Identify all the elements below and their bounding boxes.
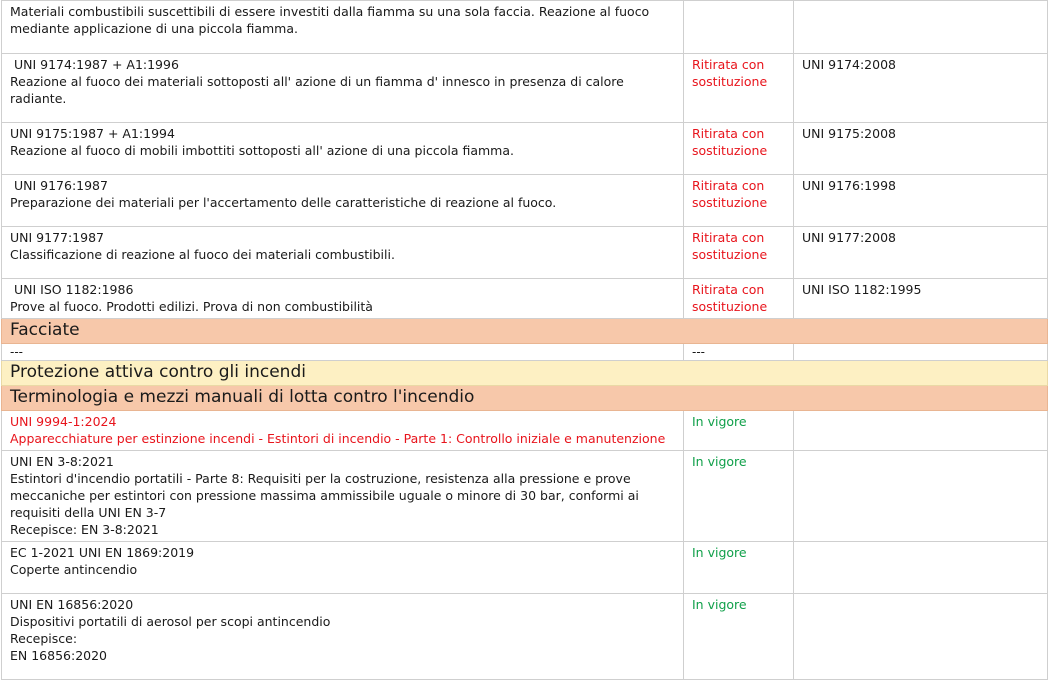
status-cell: Ritirata con sostituzione xyxy=(684,175,794,227)
status-cell: Ritirata con sostituzione xyxy=(684,227,794,279)
description-line: Prove al fuoco. Prodotti edilizi. Prova di non combustibilità xyxy=(10,299,373,314)
section-row xyxy=(2,361,1048,386)
description-line: Classificazione di reazione al fuoco dei materiali combustibili. xyxy=(10,247,395,262)
standard-code: UNI 9174:1987 + A1:1996 xyxy=(10,57,179,72)
standard-description-cell xyxy=(2,1,684,54)
replacement-cell: UNI 9176:1998 xyxy=(794,175,1048,227)
status-cell xyxy=(684,1,794,54)
replacement-cell: UNI 9175:2008 xyxy=(794,123,1048,175)
replacement-cell: UNI 9177:2008 xyxy=(794,227,1048,279)
description-line: Apparecchiature per estinzione incendi - Estintori di incendio - Parte 1: Controllo iniziale e manutenzione xyxy=(10,431,666,446)
section-heading-protezione: Protezione attiva contro gli incendi xyxy=(2,361,1048,386)
section-heading-facciate: Facciate xyxy=(2,319,1048,344)
standards-table xyxy=(1,0,1048,680)
replacement-cell xyxy=(794,542,1048,594)
table-row xyxy=(2,123,1048,175)
description-line: Dispositivi portatili di aerosol per scopi antincendio xyxy=(10,614,331,629)
status-cell: Ritirata con sostituzione xyxy=(684,279,794,319)
description-line: Reazione al fuoco di mobili imbottiti sottoposti all' azione di una piccola fiamma. xyxy=(10,143,514,158)
status-cell: Ritirata con sostituzione xyxy=(684,123,794,175)
section-row xyxy=(2,319,1048,344)
description-line: Preparazione dei materiali per l'accertamento delle caratteristiche di reazione al fuoco. xyxy=(10,195,557,210)
standard-code: UNI 9994-1:2024 xyxy=(10,414,117,429)
standard-description-cell xyxy=(2,175,684,227)
table-row xyxy=(2,451,1048,542)
placeholder-cell xyxy=(794,344,1048,361)
description-line: Materiali combustibili suscettibili di essere investiti dalla fiamma su una sola faccia. Reazione al fuoco mediante applicazione di una piccola fiamma. xyxy=(10,4,650,36)
table-row xyxy=(2,411,1048,451)
standard-description-cell xyxy=(2,542,684,594)
standard-code: UNI 9177:1987 xyxy=(10,230,104,245)
standard-description-cell xyxy=(2,54,684,123)
status-cell: In vigore xyxy=(684,542,794,594)
placeholder-cell: --- xyxy=(684,344,794,361)
standard-description-cell xyxy=(2,411,684,451)
replacement-cell xyxy=(794,451,1048,542)
standard-description-cell xyxy=(2,451,684,542)
table-row xyxy=(2,227,1048,279)
replacement-cell: UNI 9174:2008 xyxy=(794,54,1048,123)
table-row xyxy=(2,344,1048,361)
standard-description-cell xyxy=(2,279,684,319)
table-row xyxy=(2,542,1048,594)
replacement-cell xyxy=(794,1,1048,54)
section-heading-terminologia: Terminologia e mezzi manuali di lotta contro l'incendio xyxy=(2,386,1048,411)
status-cell: In vigore xyxy=(684,451,794,542)
status-cell: In vigore xyxy=(684,594,794,680)
table-row xyxy=(2,175,1048,227)
standard-code: EC 1-2021 UNI EN 1869:2019 xyxy=(10,545,195,560)
description-line: Estintori d'incendio portatili - Parte 8: Requisiti per la costruzione, resistenza alla pressione e prove meccaniche per estintori con pressione massima ammissibile uguale o minore di 30 bar, conformi ai requisiti della UNI EN 3-7 xyxy=(10,471,639,520)
status-cell: In vigore xyxy=(684,411,794,451)
placeholder-cell: --- xyxy=(2,344,684,361)
standard-code: UNI 9176:1987 xyxy=(10,178,108,193)
standard-code: UNI EN 3-8:2021 xyxy=(10,454,114,469)
standard-description-cell xyxy=(2,123,684,175)
description-line: Coperte antincendio xyxy=(10,562,138,577)
standard-code: UNI 9175:1987 + A1:1994 xyxy=(10,126,175,141)
adoption-note: Recepisce: xyxy=(10,631,78,646)
standard-code: UNI EN 16856:2020 xyxy=(10,597,134,612)
description-line: Reazione al fuoco dei materiali sottoposti all' azione di un fiamma d' innesco in presenza di calore radiante. xyxy=(10,74,624,106)
table-row xyxy=(2,54,1048,123)
adoption-note: EN 16856:2020 xyxy=(10,648,108,663)
standard-description-cell xyxy=(2,227,684,279)
replacement-cell: UNI ISO 1182:1995 xyxy=(794,279,1048,319)
adoption-note: Recepisce: EN 3-8:2021 xyxy=(10,522,159,537)
standard-code: UNI ISO 1182:1986 xyxy=(10,282,134,297)
status-cell: Ritirata con sostituzione xyxy=(684,54,794,123)
replacement-cell xyxy=(794,411,1048,451)
table-row xyxy=(2,279,1048,319)
table-row xyxy=(2,1,1048,54)
section-row xyxy=(2,386,1048,411)
